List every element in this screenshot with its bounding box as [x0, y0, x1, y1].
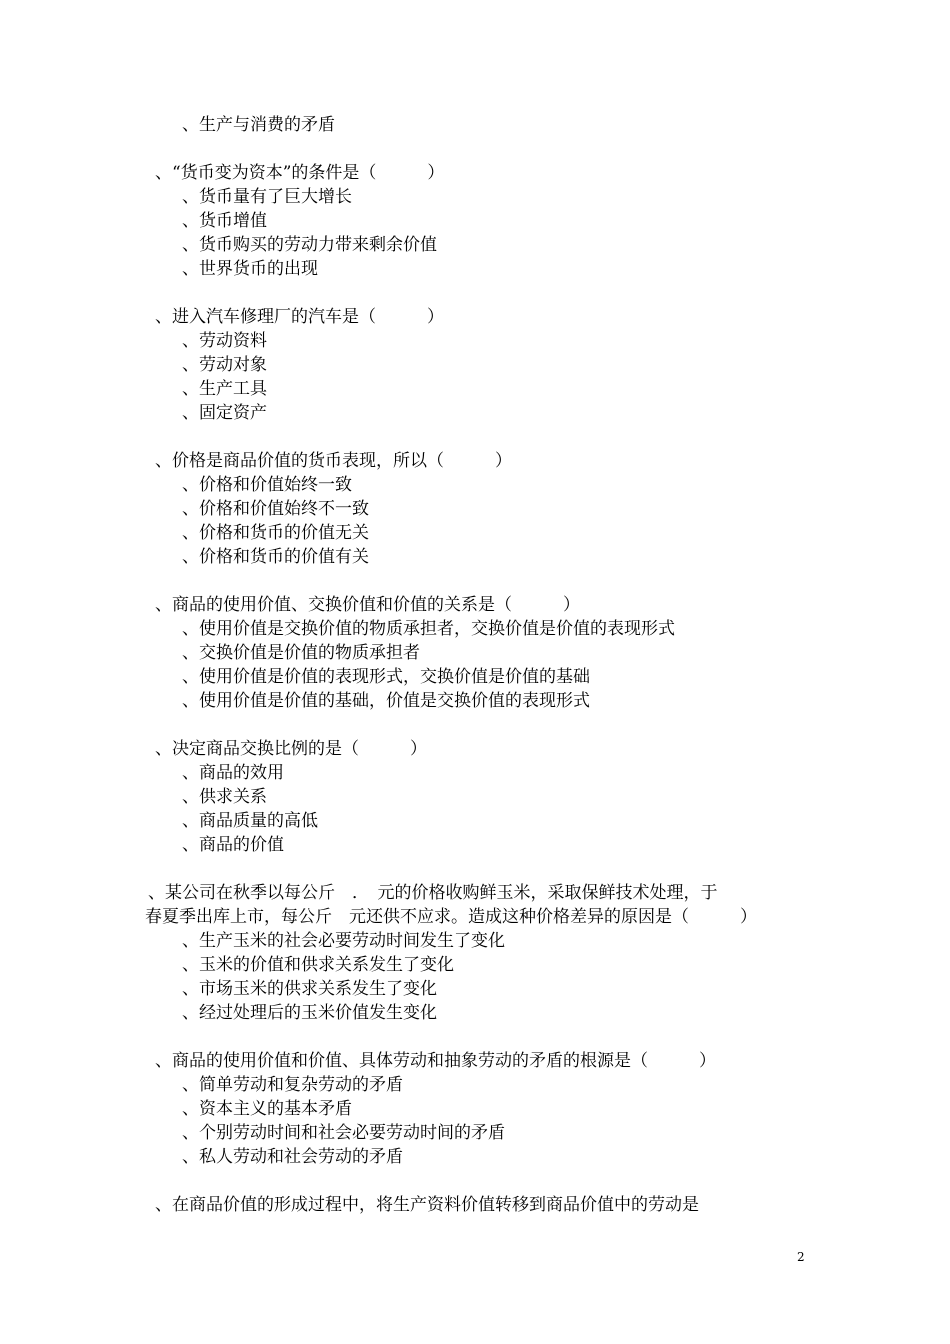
- option-text: 、生产玉米的社会必要劳动时间发生了变化: [182, 931, 505, 951]
- question-stem: 、商品的使用价值、交换价值和价值的关系是（ ）: [155, 595, 580, 615]
- option-text: 、交换价值是价值的物质承担者: [182, 643, 420, 663]
- question-stem: 、某公司在秋季以每公斤 ． 元的价格收购鲜玉米，采取保鲜技术处理，于: [148, 883, 718, 903]
- option-text: 、价格和价值始终一致: [182, 475, 352, 495]
- option-text: 、生产工具: [182, 379, 267, 399]
- option-text: 、资本主义的基本矛盾: [182, 1099, 352, 1119]
- option-text: 、使用价值是价值的基础，价值是交换价值的表现形式: [182, 691, 590, 711]
- option-text: 、生产与消费的矛盾: [182, 115, 335, 135]
- option-text: 、经过处理后的玉米价值发生变化: [182, 1003, 437, 1023]
- option-text: 、私人劳动和社会劳动的矛盾: [182, 1147, 403, 1167]
- option-text: 、使用价值是交换价值的物质承担者，交换价值是价值的表现形式: [182, 619, 675, 639]
- option-text: 、使用价值是价值的表现形式，交换价值是价值的基础: [182, 667, 590, 687]
- option-text: 、货币购买的劳动力带来剩余价值: [182, 235, 437, 255]
- option-text: 、劳动资料: [182, 331, 267, 351]
- option-text: 、价格和货币的价值有关: [182, 547, 369, 567]
- option-text: 、简单劳动和复杂劳动的矛盾: [182, 1075, 403, 1095]
- option-text: 、货币量有了巨大增长: [182, 187, 352, 207]
- question-stem: 、在商品价值的形成过程中，将生产资料价值转移到商品价值中的劳动是: [155, 1195, 699, 1215]
- page-number: 2: [797, 1250, 805, 1264]
- question-stem: 、商品的使用价值和价值、具体劳动和抽象劳动的矛盾的根源是（ ）: [155, 1051, 716, 1071]
- question-stem: 、价格是商品价值的货币表现，所以（ ）: [155, 451, 512, 471]
- question-stem-continued: 春夏季出库上市，每公斤 元还供不应求。造成这种价格差异的原因是（ ）: [145, 907, 757, 927]
- option-text: 、商品的效用: [182, 763, 284, 783]
- option-text: 、商品质量的高低: [182, 811, 318, 831]
- option-text: 、固定资产: [182, 403, 267, 423]
- question-stem: 、“货币变为资本”的条件是（ ）: [155, 163, 445, 183]
- option-text: 、价格和货币的价值无关: [182, 523, 369, 543]
- question-stem: 、进入汽车修理厂的汽车是（ ）: [155, 307, 444, 327]
- option-text: 、商品的价值: [182, 835, 284, 855]
- option-text: 、世界货币的出现: [182, 259, 318, 279]
- option-text: 、玉米的价值和供求关系发生了变化: [182, 955, 454, 975]
- option-text: 、市场玉米的供求关系发生了变化: [182, 979, 437, 999]
- question-stem: 、决定商品交换比例的是（ ）: [155, 739, 427, 759]
- option-text: 、劳动对象: [182, 355, 267, 375]
- option-text: 、个别劳动时间和社会必要劳动时间的矛盾: [182, 1123, 505, 1143]
- option-text: 、供求关系: [182, 787, 267, 807]
- option-text: 、货币增值: [182, 211, 267, 231]
- option-text: 、价格和价值始终不一致: [182, 499, 369, 519]
